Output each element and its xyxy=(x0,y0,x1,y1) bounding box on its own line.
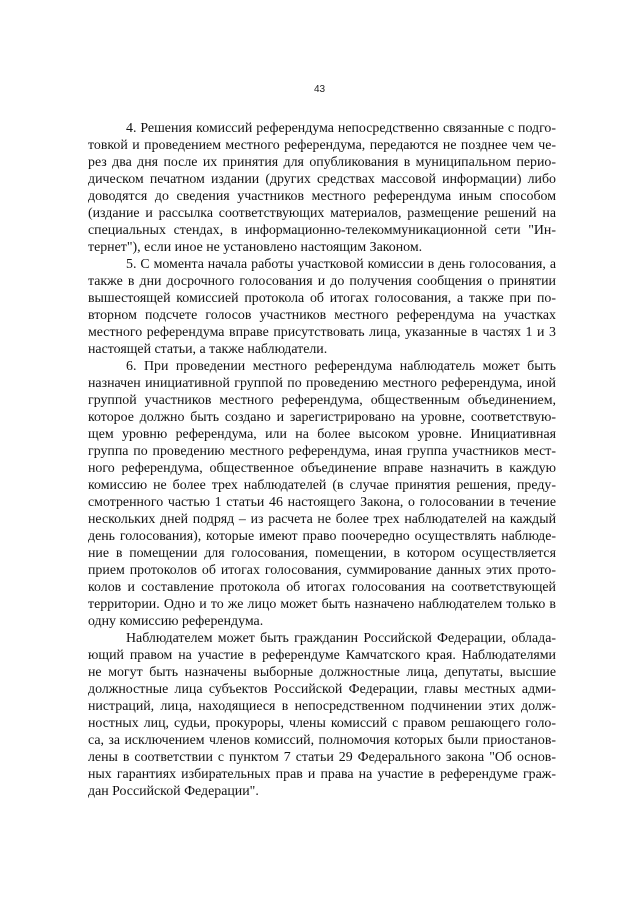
text-line: также в дни досрочного голосования и до получения сообщения о принятии xyxy=(88,274,556,289)
text-line: назначен инициативной группой по проведению местного референдума, иной xyxy=(88,376,556,391)
text-line: ние в помещении для голосования, помещении, в котором осуществляется xyxy=(88,546,556,561)
text-line: рез два дня после их принятия для опубликования в муниципальном перио- xyxy=(88,155,556,170)
text-line: ющий правом на участие в референдуме Камчатского края. Наблюдателями xyxy=(88,648,556,663)
text-line: щем уровню референдума, или на более высоком уровне. Инициативная xyxy=(88,427,556,442)
text-line: ностных лиц, судьи, прокуроры, члены комиссий с правом решающего голо- xyxy=(88,716,556,731)
paragraph-1 xyxy=(88,120,556,256)
page-number: 43 xyxy=(313,84,326,95)
text-line: настоящей статьи, а также наблюдатели. xyxy=(88,342,328,357)
paragraph-4 xyxy=(88,630,556,800)
text-line: 6. При проведении местного референдума наблюдатель может быть xyxy=(126,359,556,374)
text-line: тернет"), если иное не установлено настоящим Законом. xyxy=(88,240,423,255)
text-line: территории. Одно и то же лицо может быть назначено наблюдателем только в xyxy=(88,597,556,612)
text-line: ных гарантиях избирательных прав и права на участие в референдуме граж- xyxy=(88,767,556,782)
text-line: нескольких дней подряд – из расчета не более трех наблюдателей на каждый xyxy=(88,512,556,527)
text-line: 5. С момента начала работы участковой комиссии в день голосования, а xyxy=(126,257,556,272)
text-line: ного референдума, общественное объединение вправе назначить в каждую xyxy=(88,461,556,476)
text-line: са, за исключением членов комиссий, полномочия которых были приостанов- xyxy=(88,733,556,748)
document-body xyxy=(88,120,556,800)
paragraph-3 xyxy=(88,358,556,630)
text-line: группа по проведению местного референдума, иная группа участников мест- xyxy=(88,444,556,459)
text-line: должностные лица субъектов Российской Федерации, главы местных адми- xyxy=(88,682,556,697)
text-line: группой участников местного референдума, общественным объединением, xyxy=(88,393,556,408)
text-line: смотренного частью 1 статьи 46 настоящего Закона, о голосовании в течение xyxy=(88,495,556,510)
text-line: местного референдума вправе присутствовать лица, указанные в частях 1 и 3 xyxy=(88,325,556,340)
text-line: лены в соответствии с пунктом 7 статьи 29 Федерального закона "Об основ- xyxy=(88,750,556,765)
text-line: дическом печатном издании (других средствах массовой информации) либо xyxy=(88,172,556,187)
text-line: 4. Решения комиссий референдума непосредственно связанные с подго- xyxy=(126,121,556,136)
text-line: прием протоколов об итогах голосования, суммирование данных этих прото- xyxy=(88,563,556,578)
text-line: Наблюдателем может быть гражданин Российской Федерации, облада- xyxy=(126,631,556,646)
text-line: которое должно быть создано и зарегистрировано на уровне, соответствую- xyxy=(88,410,556,425)
text-line: товкой и проведением местного референдума, передаются не позднее чем че- xyxy=(88,138,556,153)
text-line: вторном подсчете голосов участников местного референдума на участках xyxy=(88,308,556,323)
text-line: доводятся до сведения участников местного референдума иным способом xyxy=(88,189,556,204)
text-line: нистраций, лица, находящиеся в непосредственном подчинении этих долж- xyxy=(88,699,556,714)
text-line: не могут быть назначены выборные должностные лица, депутаты, высшие xyxy=(88,665,556,680)
text-line: специальных стендах, в информационно-телекоммуникационной сети "Ин- xyxy=(88,223,556,238)
text-line: день голосования), которые имеют право поочередно осуществлять наблюде- xyxy=(88,529,556,544)
paragraph-2 xyxy=(88,256,556,358)
text-line: дан Российской Федерации". xyxy=(88,784,259,799)
text-line: одну комиссию референдума. xyxy=(88,614,264,629)
text-line: вышестоящей комиссией протокола об итогах голосования, а также при по- xyxy=(88,291,556,306)
text-line: комиссию не более трех наблюдателей (в случае принятия решения, преду- xyxy=(88,478,556,493)
text-line: колов и составление протокола об итогах голосования на соответствующей xyxy=(88,580,556,595)
text-line: (издание и рассылка соответствующих материалов, размещение решений на xyxy=(88,206,556,221)
